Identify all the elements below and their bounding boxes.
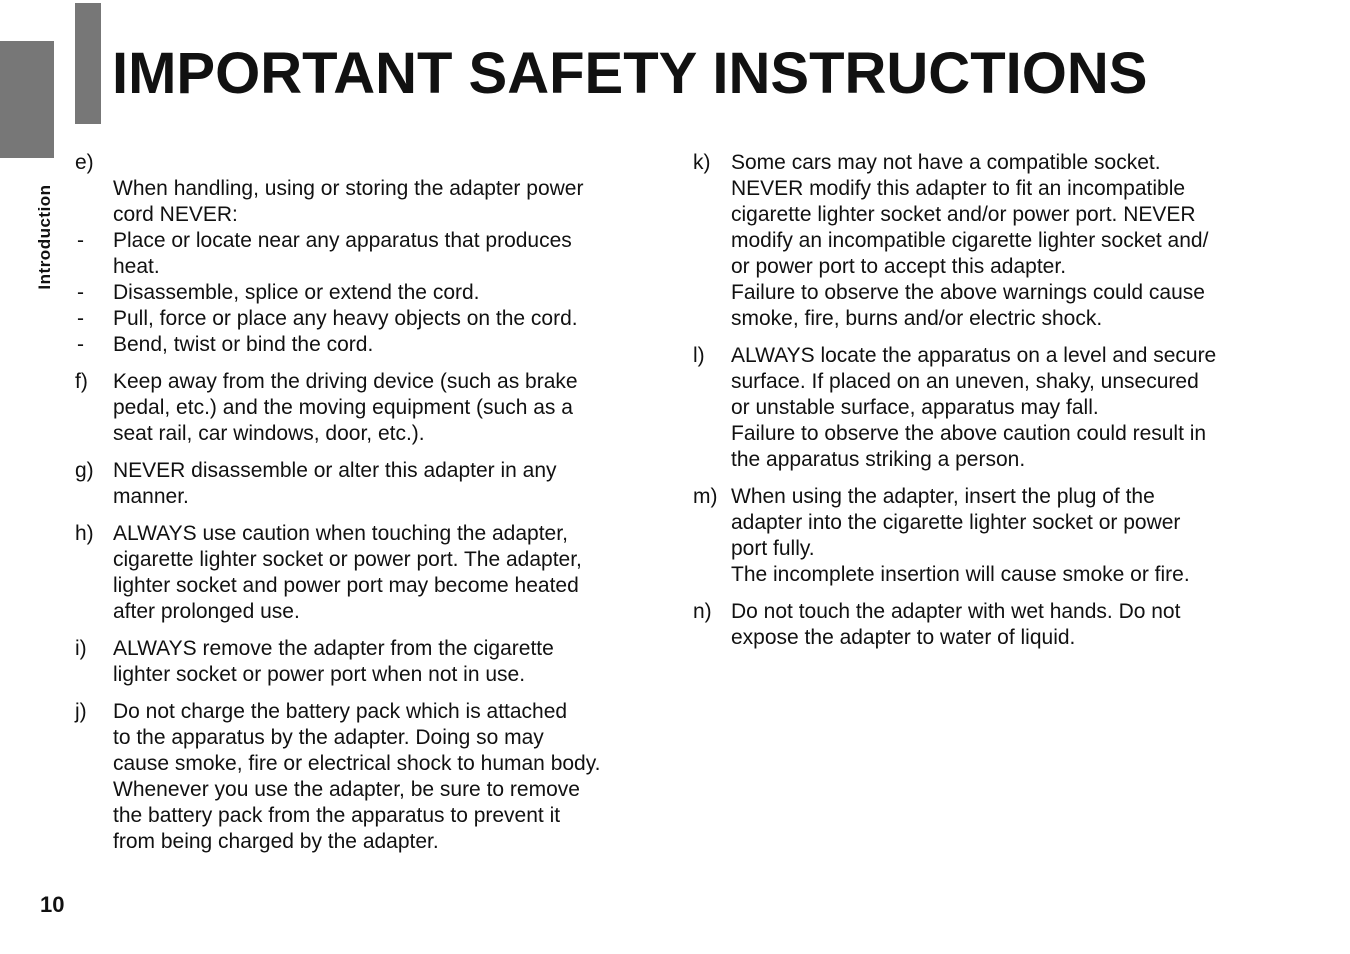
- item-text: ALWAYS remove the adapter from the cigarette lighter socket or power port when not in use.: [113, 637, 554, 686]
- bullet-marker: -: [77, 281, 84, 304]
- item-marker: h): [75, 522, 94, 545]
- bullet-marker: -: [77, 229, 84, 252]
- item-marker: k): [693, 151, 711, 174]
- page-title: IMPORTANT SAFETY INSTRUCTIONS: [112, 41, 1148, 106]
- item-text: ALWAYS locate the apparatus on a level and secure surface. If placed on an uneven, shaky, unsecured or unstable surface, apparatus may fall. Failure to observe the above caution could result in the apparatus striking a person.: [731, 344, 1217, 471]
- instruction-item-e: [75, 150, 665, 228]
- instruction-item-l: [693, 343, 1283, 473]
- item-marker: f): [75, 370, 88, 393]
- left-column: [75, 150, 665, 866]
- page-number: 10: [40, 892, 65, 917]
- sub-item-text: Pull, force or place any heavy objects on the cord.: [113, 307, 578, 330]
- sub-item: [75, 228, 665, 280]
- item-text: NEVER disassemble or alter this adapter in any manner.: [113, 459, 557, 508]
- sub-item: [75, 280, 665, 306]
- section-label: Introduction: [35, 184, 54, 290]
- item-marker: n): [693, 600, 712, 623]
- item-text: When handling, using or storing the adapter power cord NEVER:: [113, 177, 584, 226]
- item-marker: l): [693, 344, 705, 367]
- section-tab-marker: [0, 41, 54, 158]
- item-marker: g): [75, 459, 94, 482]
- sub-list: [75, 228, 665, 358]
- instruction-item-g: [75, 458, 665, 510]
- instruction-item-f: [75, 369, 665, 447]
- instruction-item-m: [693, 484, 1283, 588]
- sub-item: [75, 332, 665, 358]
- item-marker: m): [693, 485, 718, 508]
- bullet-marker: -: [77, 333, 84, 356]
- instruction-item-n: [693, 599, 1283, 651]
- bullet-marker: -: [77, 307, 84, 330]
- item-body: [113, 150, 665, 228]
- instruction-item-j: [75, 699, 665, 855]
- item-marker: j): [75, 700, 87, 723]
- instruction-item-h: [75, 521, 665, 625]
- right-column: [693, 150, 1283, 662]
- item-text: When using the adapter, insert the plug of the adapter into the cigarette lighter socket or power port fully. The incomplete insertion will cause smoke or fire.: [731, 485, 1190, 586]
- item-marker: i): [75, 637, 87, 660]
- item-text: ALWAYS use caution when touching the adapter, cigarette lighter socket or power port. The adapter, lighter socket and power port may become heated after prolonged use.: [113, 522, 582, 623]
- item-text: Do not touch the adapter with wet hands. Do not expose the adapter to water of liquid.: [731, 600, 1181, 649]
- sub-item-text: Place or locate near any apparatus that produces heat.: [113, 229, 572, 278]
- sub-item: [75, 306, 665, 332]
- sub-item-text: Disassemble, splice or extend the cord.: [113, 281, 480, 304]
- item-text: Do not charge the battery pack which is attached to the apparatus by the adapter. Doing so may cause smoke, fire or electrical shock to human body. Whenever you use the adapter, be sure to remove the battery pack from the apparatus to prevent it from being charged by the adapter.: [113, 700, 601, 853]
- instruction-item-i: [75, 636, 665, 688]
- item-marker: e): [75, 151, 94, 174]
- instruction-item-k: [693, 150, 1283, 332]
- sub-item-text: Bend, twist or bind the cord.: [113, 333, 374, 356]
- item-text: Some cars may not have a compatible socket. NEVER modify this adapter to fit an incompatible cigarette lighter socket and/or power port. NEVER modify an incompatible cigarette lighter socket and/ or power port to accept this adapter. Failure to observe the above warnings could cause smoke, fire, burns and/or electric shock.: [731, 151, 1209, 330]
- item-text: Keep away from the driving device (such as brake pedal, etc.) and the moving equipment (such as a seat rail, car windows, door, etc.).: [113, 370, 578, 445]
- title-accent-bar: [75, 3, 101, 124]
